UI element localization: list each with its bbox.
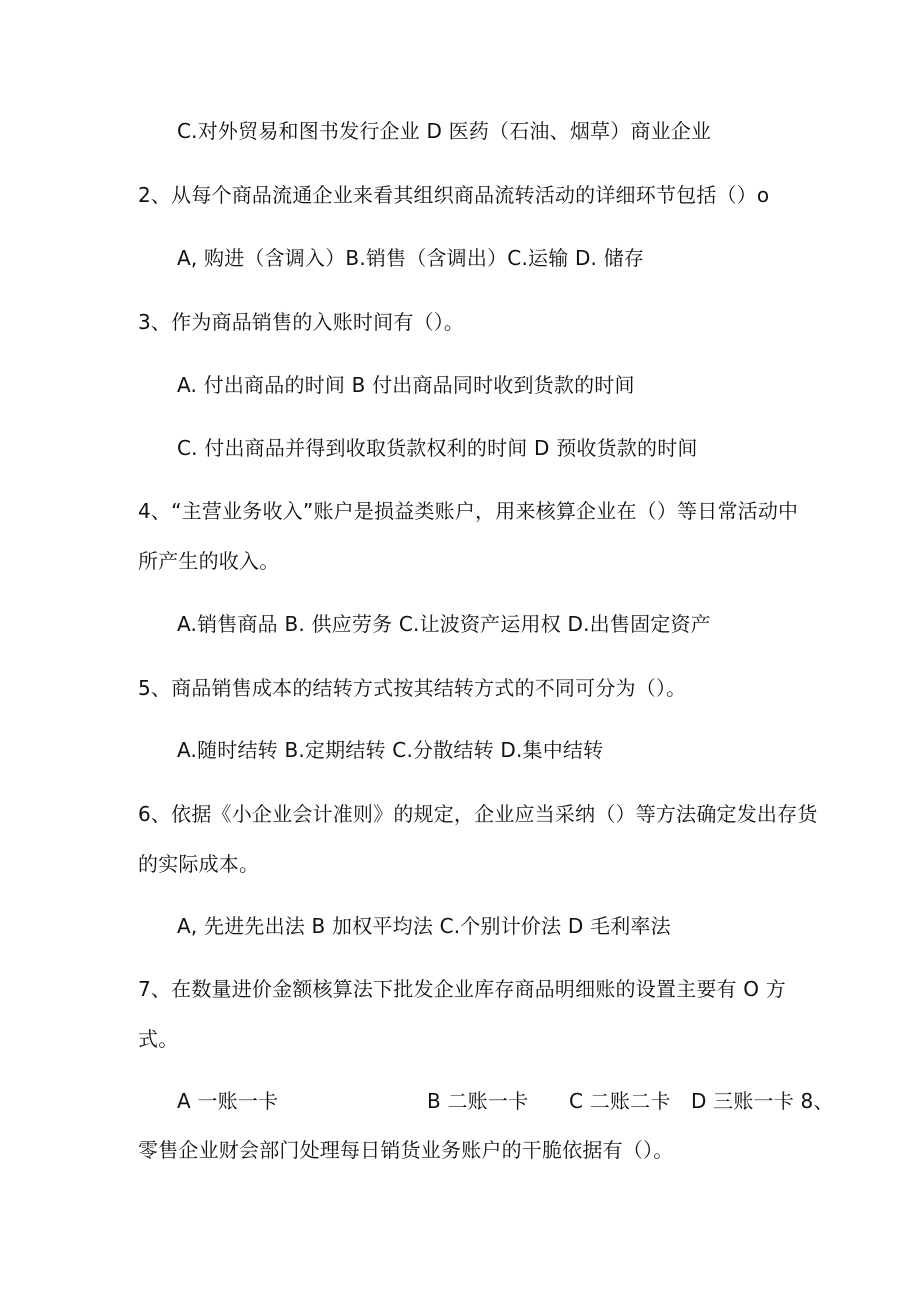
question-6-continued: 的实际成本。	[138, 852, 260, 876]
q1-options-cd: C.对外贸易和图书发行企业 D 医药（石油、烟草）商业企业	[177, 119, 712, 143]
question-6: 6、依据《小企业会计准则》的规定，企业应当采纳（）等方法确定发出存货	[138, 802, 818, 826]
q3-options-cd: C. 付出商品并得到收取货款权利的时间 D 预收货款的时间	[177, 436, 698, 460]
question-4-continued: 所产生的收入。	[138, 549, 280, 573]
q7-option-b: B 二账一卡	[427, 1089, 529, 1113]
q4-options: A.销售商品 B. 供应劳务 C.让波资产运用权 D.出售固定资产	[177, 612, 711, 636]
question-4: 4、“主营业务收入”账户是损益类账户，用来核算企业在（）等日常活动中	[138, 499, 799, 523]
q5-options: A.随时结转 B.定期结转 C.分散结转 D.集中结转	[177, 738, 604, 762]
question-7-continued: 式。	[138, 1027, 179, 1051]
question-7: 7、在数量进价金额核算法下批发企业库存商品明细账的设置主要有 O 方	[138, 977, 786, 1001]
q7-option-d: D 三账一卡 8、	[691, 1089, 834, 1113]
question-8: 零售企业财会部门处理每日销货业务账户的干脆依据有（）。	[138, 1138, 674, 1162]
question-2: 2、从每个商品流通企业来看其组织商品流转活动的详细环节包括（）o	[138, 183, 770, 207]
q7-option-c: C 二账二卡	[569, 1089, 671, 1113]
question-3: 3、作为商品销售的入账时间有（）。	[138, 310, 465, 334]
q6-options: A, 先进先出法 B 加权平均法 C.个别计价法 D 毛利率法	[177, 914, 671, 938]
q7-options-row	[0, 1088, 920, 1114]
q2-options: A, 购进（含调入）B.销售（含调出）C.运输 D. 储存	[177, 246, 645, 270]
q3-options-ab: A. 付出商品的时间 B 付出商品同时收到货款的时间	[177, 373, 635, 397]
question-5: 5、商品销售成本的结转方式按其结转方式的不同可分为（）。	[138, 676, 687, 700]
q7-option-a: A 一账一卡	[177, 1089, 279, 1113]
